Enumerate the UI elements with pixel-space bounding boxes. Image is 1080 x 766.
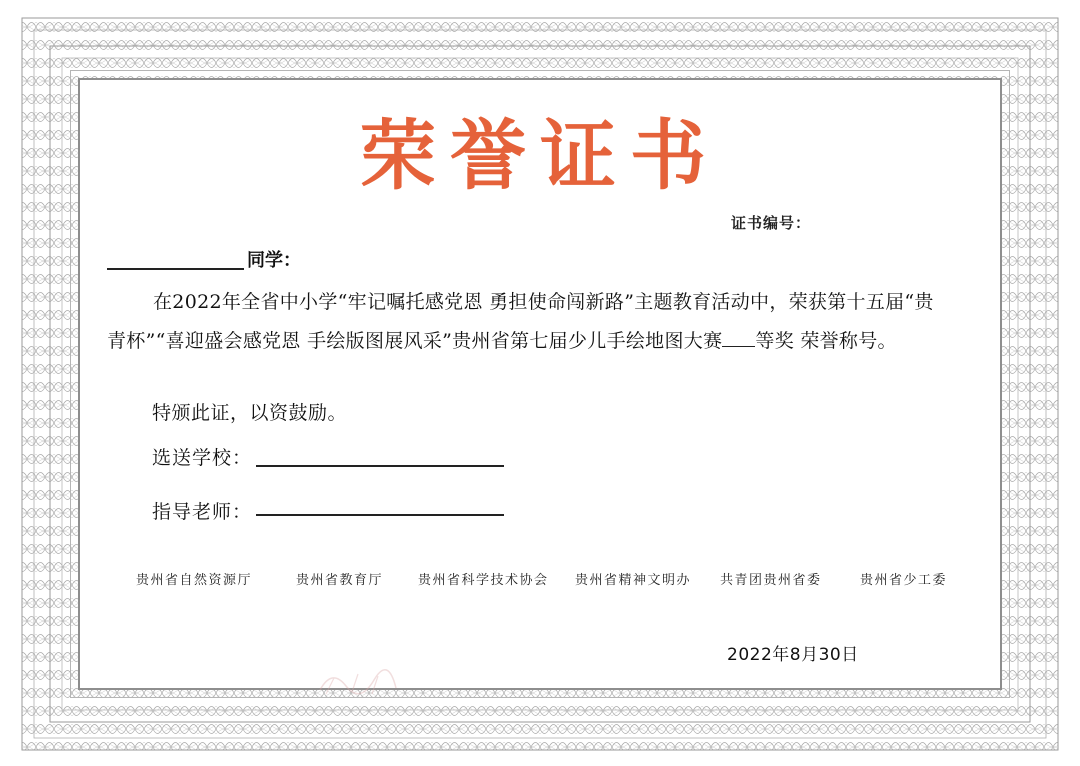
org-education: 贵州省教育厅 <box>296 573 384 588</box>
teacher-label: 指导老师： <box>152 501 253 523</box>
issue-date: 2022年8月30日 <box>727 645 859 665</box>
teacher-value-line <box>256 514 504 516</box>
org-youth-league: 共青团贵州省委 <box>720 573 822 588</box>
certificate-title: 荣誉证书 <box>360 111 720 200</box>
org-civilization-office: 贵州省精神文明办 <box>575 573 692 588</box>
certificate-number-value <box>811 216 931 232</box>
student-name-field <box>107 247 244 270</box>
special-text: 特颁此证，以资鼓励。 <box>152 402 348 424</box>
award-suffix: 等奖 荣誉称号。 <box>755 329 897 352</box>
certificate-number-label: 证书编号： <box>731 214 812 232</box>
school-label: 选送学校： <box>152 447 253 469</box>
certificate-number <box>731 212 931 233</box>
award-description: 在2022年全省中小学“牢记嘱托感党恩 勇担使命闯新路”主题教育活动中，荣获第十五届“贵青杯”“喜迎盛会感党恩 手绘版图展风采”贵州省第七届少儿手绘地图大赛 <box>107 291 934 352</box>
org-natural-resources: 贵州省自然资源厅 <box>136 573 253 588</box>
award-body-text <box>107 283 947 360</box>
award-level-blank <box>722 328 755 347</box>
org-science-association: 贵州省科学技术协会 <box>418 573 549 588</box>
org-young-pioneers: 贵州省少工委 <box>860 573 948 588</box>
school-value-line <box>256 465 504 467</box>
student-suffix: 同学： <box>247 250 301 271</box>
faint-seal-mark <box>312 660 402 700</box>
